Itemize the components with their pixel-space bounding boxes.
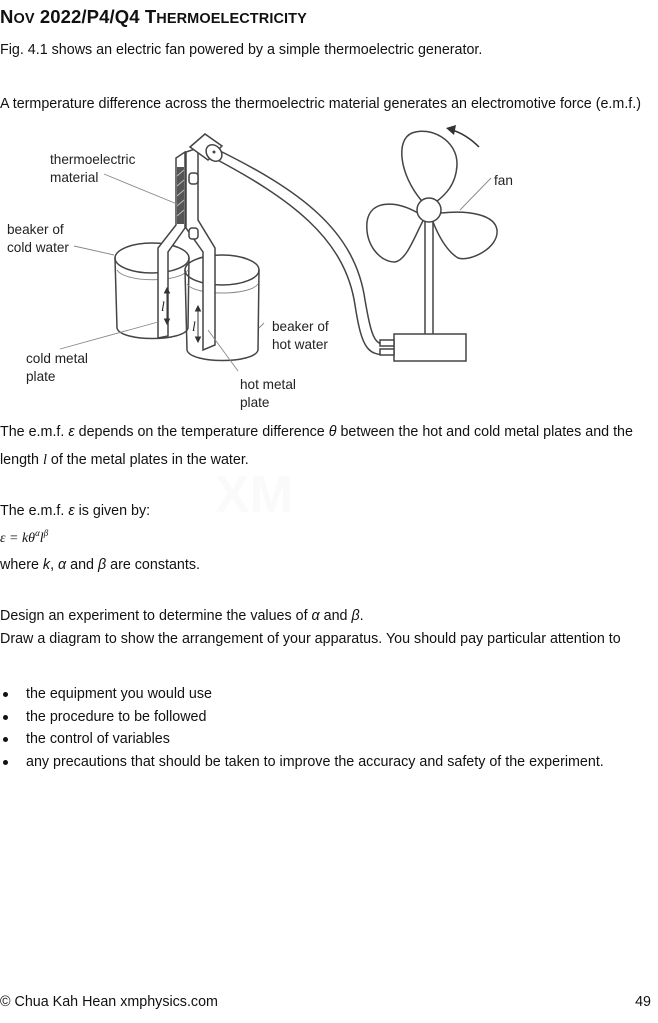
list-item: the control of variables (0, 728, 604, 751)
list-item: any precautions that should be taken to improve the accuracy and safety of the experiment. (0, 751, 604, 774)
rotation-arrow (452, 130, 479, 147)
footer-page-number: 49 (635, 994, 651, 1010)
label-length-cold: l (161, 299, 165, 314)
label-thermoelectric-material: thermoelectric material (50, 152, 136, 185)
bullet-icon (3, 715, 8, 720)
label-beaker-cold-water: beaker of cold water (7, 222, 69, 255)
watermark-logo: XM (215, 466, 293, 524)
label-cold-metal-plate: cold metal plate (26, 351, 88, 384)
constants-line: where k, α and β are constants. (0, 557, 200, 573)
page-title: NOV 2022/P4/Q4 THERMOELECTRICITY (0, 6, 307, 27)
attention-list (0, 683, 604, 773)
label-fan: fan (494, 173, 513, 188)
intro-text: Fig. 4.1 shows an electric fan powered by a simple thermoelectric generator. (0, 42, 483, 58)
fan-base (394, 334, 466, 361)
depends-line-1: The e.m.f. ε depends on the temperature difference θ between the hot and cold metal plates and the (0, 424, 633, 440)
given-line: The e.m.f. ε is given by: (0, 503, 151, 519)
fan (367, 131, 497, 361)
bullet-icon (3, 692, 8, 697)
list-item: the equipment you would use (0, 683, 604, 706)
label-length-hot: l (192, 319, 196, 334)
task-line-2: Draw a diagram to show the arrangement of your apparatus. You should pay particular attention to (0, 631, 621, 647)
fan-hub (417, 198, 441, 222)
emf-paragraph: A termperature difference across the thermoelectric material generates an electromotive force (e.m.f.) (0, 96, 641, 112)
task-line-1: Design an experiment to determine the values of α and β. (0, 608, 364, 624)
label-beaker-hot-water: beaker of hot water (272, 319, 329, 352)
list-item: the procedure to be followed (0, 706, 604, 729)
bullet-icon (3, 737, 8, 742)
footer-copyright: © Chua Kah Hean xmphysics.com (0, 994, 218, 1010)
fan-blade-top (402, 131, 457, 202)
fan-blade-left (367, 204, 424, 262)
depends-line-2: length l of the metal plates in the water. (0, 452, 249, 468)
fan-blade-right (433, 212, 497, 259)
cable-wire-upper (214, 148, 392, 344)
beaker-cold-water (115, 243, 189, 339)
beaker-hot-water (185, 255, 259, 361)
emf-formula: $\varepsilon = k\theta^\alpha l^\beta$ (0, 528, 49, 546)
bullet-icon (3, 760, 8, 765)
label-hot-metal-plate: hot metal plate (240, 377, 296, 410)
length-arrow-hot (196, 306, 201, 342)
